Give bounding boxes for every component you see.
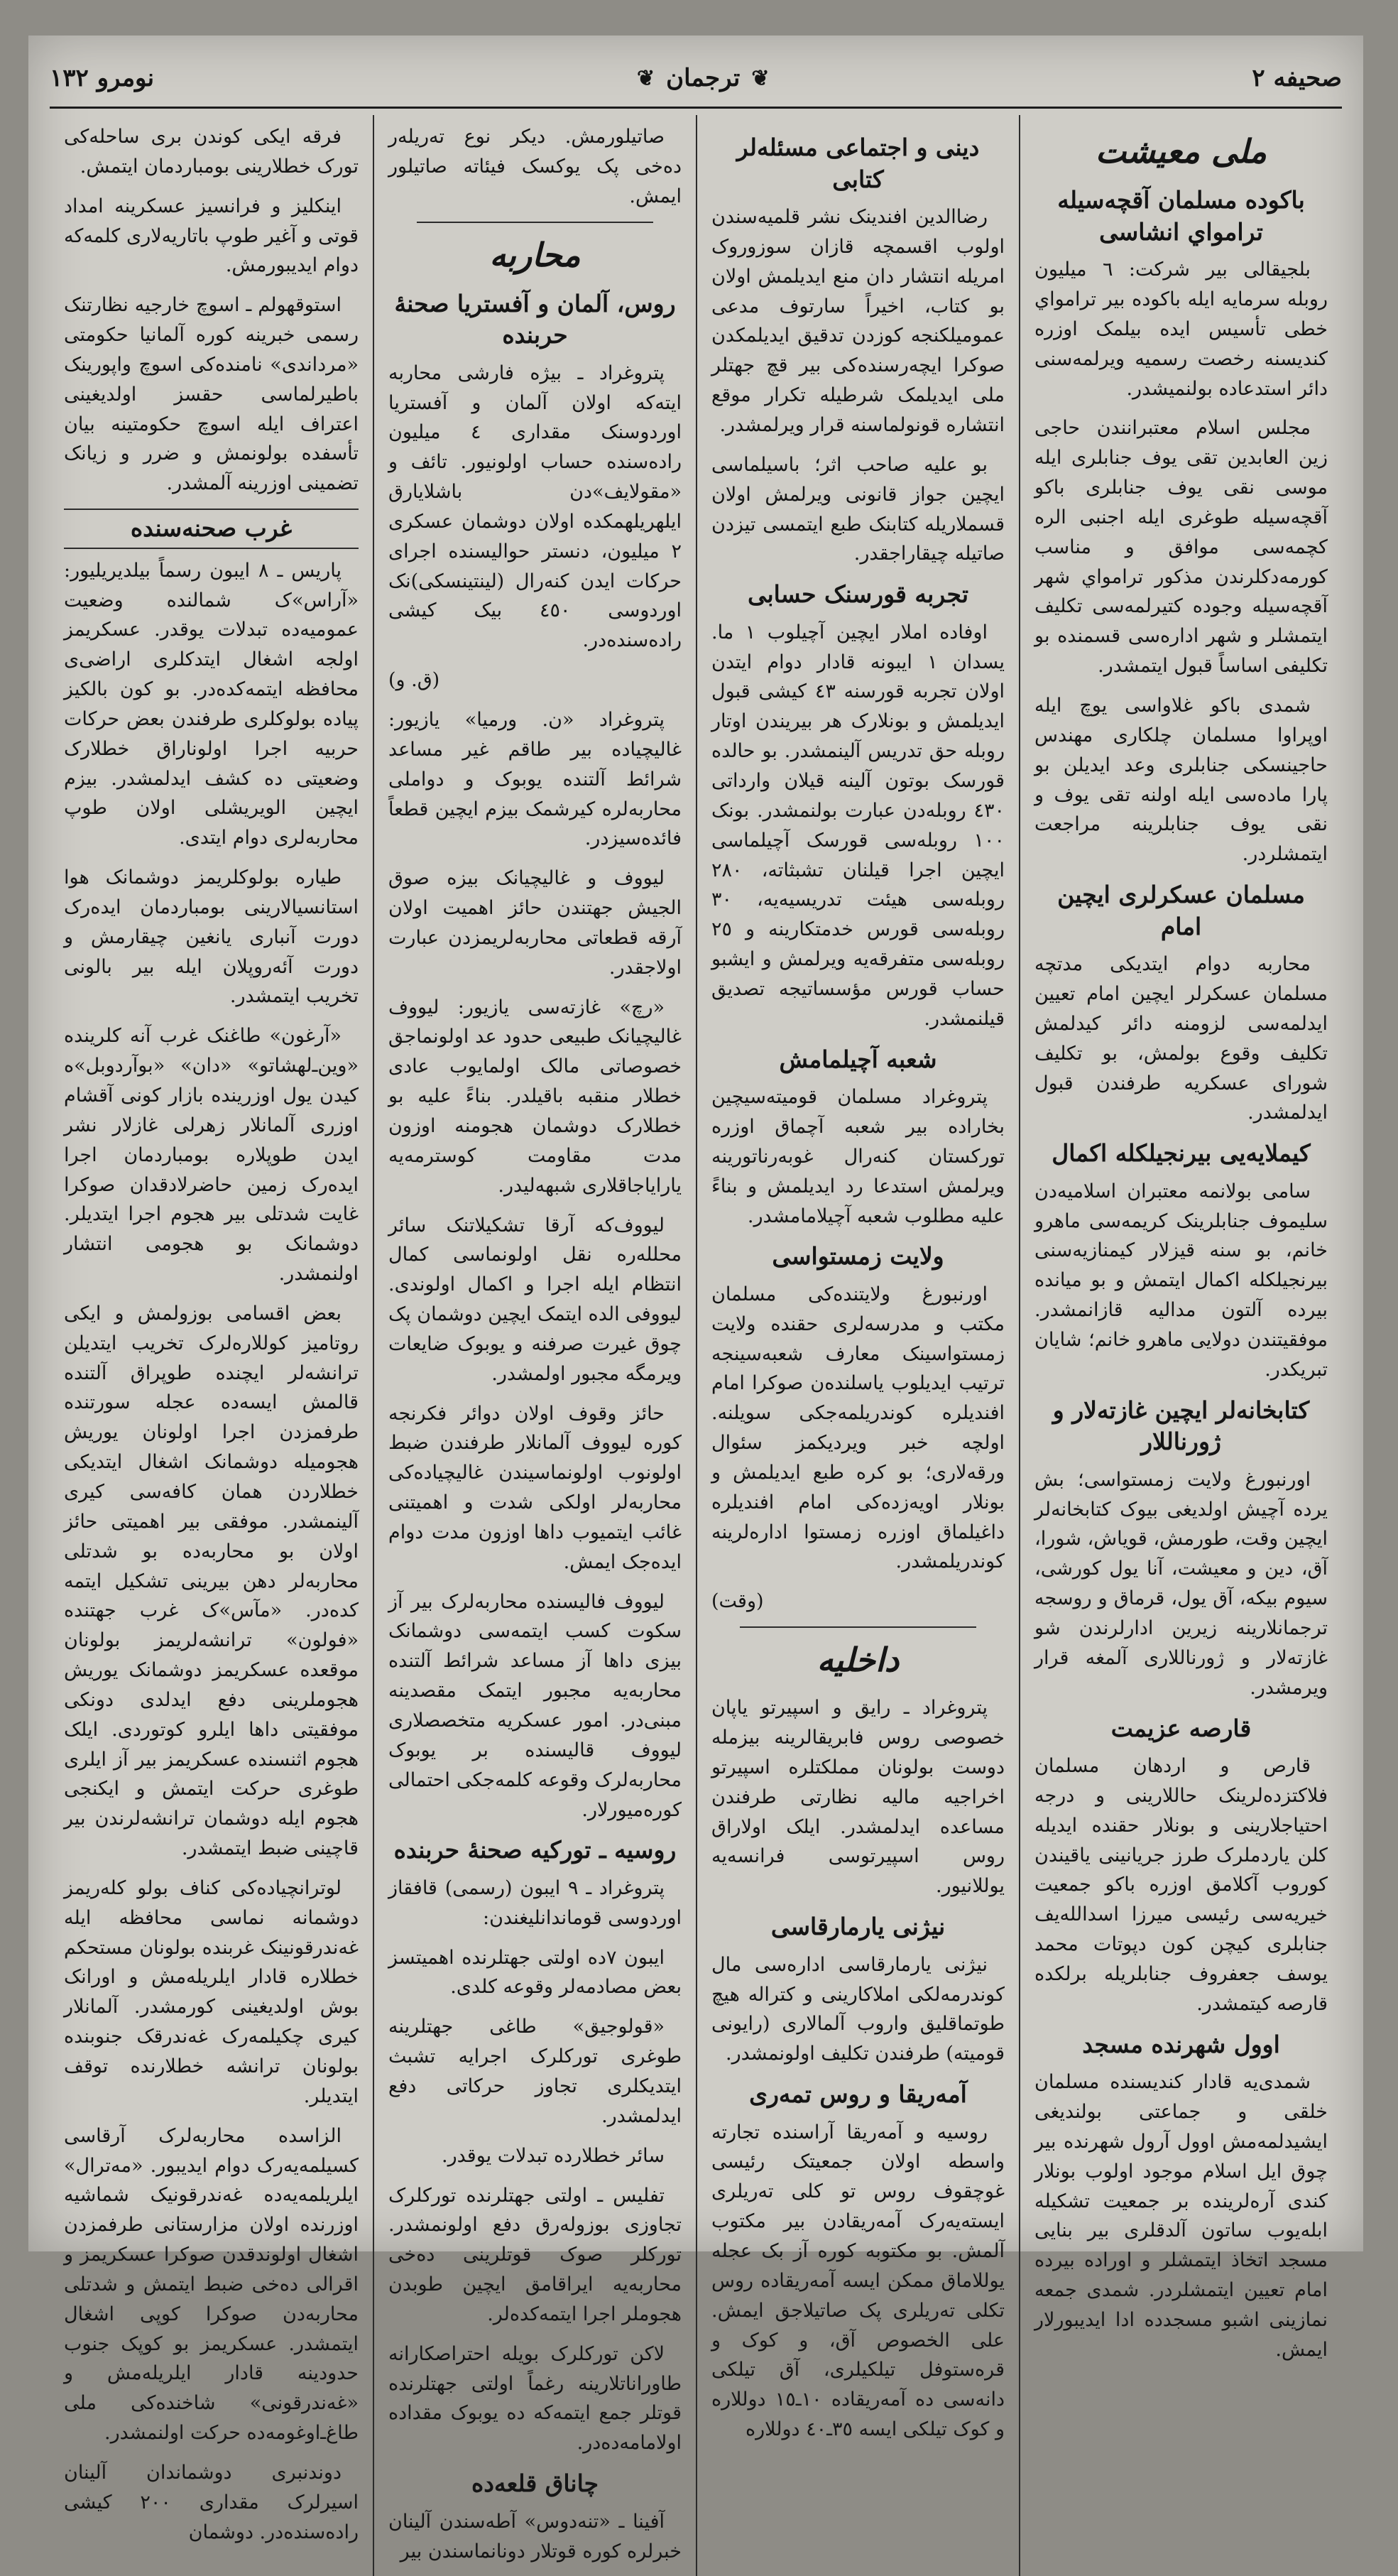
article-title: باکوده مسلمان آقچه‌سیله ترامواي انشاسی [1057,186,1305,246]
section-divider [740,1626,976,1628]
article-paragraph: لیووف و غالیچیانک بیزه صوق الجیش جهتندن حائز اهمیت اولان آرقه قطعاتی محاربه‌لریمزدن عبارت اولاجقدر. [388,867,682,979]
article-paragraph: «قولوجیق» طاغی جهتلرینه طوغری تورکلرک اجرایه تشبث ایتدیکلری تجاوز حرکاتی دفع ایدلمشدر. [388,2016,682,2127]
article-title: غرب صحنه‌سنده [64,509,359,549]
column-1 [1019,115,1342,2576]
article-paragraph: پتروغراد ـ ٩ ایبون (رسمی) قافقاز اوردوسی قوماندانلیغندن: [388,1876,682,1929]
article-paragraph: بعض اقسامی بوزولمش و ایکی روتامیز کوللاره‌لرک تخریب ایتدیلن ترانشه‌لر ایچنده طوپراق آلتنده قالمش ایسه‌ده عجله سورتنده طرفمزدن اجرا اولونان یوریش هجومیله دوشمانک اشغال ایتدیکی خطلاردن همان کافه‌سی کیری آلینمشدر. موفقی بیر اهمیتی حائز اولان بو محاربه‌ده بو شدتلی محاربه‌لر دهن بیرینی تشکیل ایتمه کده‌در. «مآس»ک غرب جهتنده «فولون» ترانشه‌لریمز بولونان موقعده عسکریمز دوشمانک یوریش هجوملرینی دفع ایدلدی دونکی موفقیتی داها ایلرو کوتوردی. ایلک هجوم اثنسنده عسکریمز بیر آز ایلری طوغری حرکت ایتمش و ایکنجی هجوم ایله دوشمان ترانشه‌لرندن بیر قاچینی ضبط ایتمشدر. [64,1302,359,1860]
article-paragraph: بو علیه صاحب اثر؛ باسیلماسی ایچین جواز قانونی ویرلمش اولان قسملاریله کتابنک طبع ایتمسی تیزدن صاتیله چیقاراجقدر. [711,453,1005,565]
ornament-icon: ❦ [751,65,770,91]
article-title: تجربه قورسنک حسابی [747,580,969,609]
article-title: نیژنی یارمارقاسی [770,1913,946,1941]
article-title: کتابخانه‌لر ایچین غازته‌لار و ژورناللار [1052,1396,1310,1456]
column-4 [50,115,373,2576]
article-paragraph: مجلس اسلام معتبرانندن حاجی زین العابدین تقی یوف جنابلری ایله موسی نقی یوف جنابلری باکو آقچه‌سیله طوغری ایله اجنبی الره کچمه‌سی موافق و مناسب کورمه‌دکلرندن مذکور ترامواي شهر آقچه‌سیله وجوده کتیرلمه‌سی تکلیف ایتمشلر و شهر اداره‌سی قسمنده بو تکلیفی اساساً قبول ایتمشدر. [1034,417,1328,678]
article-paragraph: پتروغراد مسلمان قومیته‌سیچین بخاراده بیر شعبه آچماق اوزره تورکستان کنه‌رال غوبه‌رناتورینه ویرلمش استدعا رد ایدیلمش و بناءً علیه مطلوب شعبه آچیلامامشدر. [711,1086,1005,1227]
article-paragraph: اورنبورغ ولایتنده‌کی مسلمان مکتب و مدرسه‌لری حقنده ولایت زمستواسینک معارف شعبه‌سینجه ترتیب ایدیلوب یاسلنده‌ن صوکرا امام افندیلره کوندریلمه‌جکی سویلنه. اولچه خبر ویردیکمز سئوال ورقه‌لاری؛ بو کره طبع ایدیلمش و بونلار اویه‌زده‌کی امام افندیلره داغیلماق اوزره زمستوا اداره‌لرینه کوندریلمشدر. [711,1283,1005,1573]
article-paragraph: بلجیقالی بیر شرکت: ٦ میلیون روبله سرمایه ایله باکوده بیر ترامواي خطی تأسیس ایده بیلمک اوزره کندیسنه رخصت رسمیه ویرلمه‌سنی دائر استدعاده بولنمیشدر. [1034,259,1328,400]
article-paragraph: سامی بولانمه معتبران اسلامیه‌دن سلیموف جنابلرینک کریمه‌سی ماهرو خانم، بو سنه قیزلار کیمنازیه‌سنی بیرنجیلکله اکمال ایتمش و بو میانده بیرده آلتون مدالیه قازانمشدر. موفقیتندن دولایی ماهرو خانم؛ شایان تبریکدر. [1034,1180,1328,1381]
article-title: ولایت زمستواسی [772,1242,944,1271]
article-paragraph: فرقه ایکی کوندن بری ساحله‌کی تورک خطلارینی بومباردمان ایتمش. [64,126,359,178]
article-paragraph: شمدی باکو غلاواسی یوچ ایله اوپراوا مسلمان چلکاری مهندس حاجینسکی جنابلری وعد ایدیلن بو پارا ماده‌سی ایله اولنه تقی یوف و نقی یوف جنابلرینه مراجعت ایتمشلردر. [1034,695,1328,866]
ornament-icon: ❦ [636,65,655,91]
article-columns [50,115,1342,2563]
article-paragraph: صاتیلورمش. دیکر نوع ته‌ریله‌ر ده‌خی پک یوکسک فیئاته صاتیلور ایمش. [388,126,682,207]
article-title: چاناق قلعه‌ده [471,2469,599,2498]
article-paragraph: رضاالدین افندینک نشر قلمیه‌سندن اولوب اقسمچه قازان سوزوروک امریله انتشار دان منع ایدیلمش اولان بو کتاب، اخیراً سارتوف مدعی عمومیلکنجه کوزدن تدقیق ایدیلمکدن صوکرا ایچه‌رسنده‌کی بیر قچ جهتلر ملی ایدیلمک شرطیله تکرار موقع انتشاره قونولماسنه قرار ویرلمشدر. [711,206,1005,436]
article-paragraph: سائر خطلارده تبدلات یوقدر. [442,2144,665,2167]
article-paragraph: قارص و اردهان مسلمان فلاکتزده‌لرینک حاللارینی و درجه احتیاجلارینی و بونلار حقنده ایدیله کلن یاردملرک طرز جریانینی یاقیندن کوروب آکلامق اوزره باکو جمعیت خیریه‌سی رئیسی میرزا اسدالله‌یف جنابلری کیچن کون دپوتات محمد یوسف جعفروف جنابلریله برلکده قارصه کیتمشدر. [1034,1755,1328,2015]
article-title: مسلمان عسکرلری ایچین امام [1057,881,1305,940]
article-title: دینی و اجتماعی مسئله‌لر کتابی [736,134,980,193]
article-title: روس، آلمان و آفستریا صحنهٔ حربنده [394,289,676,349]
article-paragraph: اینکلیز و فرانسیز عسکرینه امداد قوتی و آغیر طوپ باتاریه‌لاری کلمه‌که دوام ایدیبورمش. [64,195,359,277]
section-divider [417,222,653,223]
article-paragraph: لاکن تورکلرک بویله احتراصکارانه طاوراناتلارینه رغماً اولتی جهتلرنده قوتلر جمع ایتمه‌که ده یوبوک مقداده اولامامه‌ده‌در. [388,2342,682,2455]
article-source: (وقت) [711,1590,764,1613]
article-paragraph: حائز وقوف اولان دوائر فکرنجه کوره لیووف آلمانلار طرفندن ضبط اولونوب اولونماسیندن غالیچیاده‌کی محاربه‌لر اولکی شدت و اهمیتنی غائب ایتمیوب داها اوزون مدت دوام ایده‌جک ایمش. [388,1402,682,1573]
article-paragraph: الزاسده محاربه‌لرک آرقاسی کسیلمه‌یه‌رک دوام ایدیبور. «مه‌ترال» ایلریلمه‌یه‌ده غه‌ندرقونیک شماشیه اوزرنده اولان مزارستانی طرفمزدن اشغال اولوندقدن صوکرا عسکریمز و اقرالی ده‌خی ضبط ایتمش و شدتلی محاربه‌دن صوکرا کوپی اشغال ایتمشدر. عسکریمز بو کوپک جنوب حدودینه قادار ایلریله‌مش و «غه‌ندرقونی» شاخنده‌کی ملی طاغ‌ـ‌اوغومه‌ده حرکت اولنمشدر. [64,2124,359,2445]
article-source: (ق. و) [388,669,440,692]
article-paragraph: روسیه و آمه‌ریقا آراسنده تجارته واسطه اولان جمعیتک رئیسی غوچقوف روس تو کلی ته‌ریلری ایسته‌یه‌رک آمه‌ریقادن بیر مکتوب آلمش. بو مکتوبه کوره آز بک عجله یوللاماق ممکن ایسه آمه‌ریقاده روس تکلی ته‌ریلری پک صاتیلاجق ایمش. علی الخصوص آق، و کوک و قره‌ستوفل تیلکیلری، آق تیلکی دانه‌سی ده آمه‌ریقاده ١٠ـ١٥ دوللاره و کوک تیلکی ایسه ٣٥ـ٤٠ دوللاره [711,2121,1005,2441]
page-header [50,50,1342,109]
article-paragraph: نیژنی یارمارقاسی اداره‌سی مال کوندرمه‌لکی املاکارینی و کتراله هیچ طوتماقلیق واروب آلمالاری (رایونی قومیته) طرفندن تکلیف اولونمشدر. [711,1953,1005,2065]
article-paragraph: استوقهولم ـ اسوچ خارجیه نظارتنک رسمی خبرینه کوره آلمانیا حکومتی «مرداندی» نامنده‌کی اسوچ واپورینک باطیرلماسی حقسز اولدیغینی اعتراف ایله اسوچ حکومتینه بیان تأسفده بولونمش و ضرر و زیانک تضمینی اوزرینه آلمشدر. [64,294,359,495]
paper-name: ترجمان [666,64,741,92]
article-paragraph: پتروغراد ـ رایق و اسپیرتو یاپان خصوصی روس فابریقالرینه بیزمله دوست بولونان مملکتلره اسپیرتو اخراجیه مالیه نظارتی طرفندن مساعده ایدلمشدر. ایلک اولاراق روس اسپیرتوسی فرانسه‌یه یوللانیور. [711,1697,1005,1898]
article-title: اوول شهرنده مسجد [1082,2030,1280,2058]
article-title: آمه‌ریقا و روس تمه‌ری [749,2080,967,2109]
article-title: کیملایه‌یی بیرنجیلکله اکمال [1052,1139,1311,1168]
article-paragraph: اورنبورغ ولایت زمستواسی؛ بش یرده آچیش اولدیغی بیوک کتابخانه‌لر ایچین وقت، طورمش، قویاش، شورا، آق، دین و معیشت، آنا یول کورشی، سیوم بیکه، آق یول، قرماق و روسجه ترجمانلارینه زیرین ادارلرندن شو غازته‌لار و ژورناللاری آلمغه قرار ویرمشدر. [1034,1468,1328,1699]
article-paragraph: «رچ» غازته‌سی یازیور: لیووف غالیچیانک طبیعی حدود عد اولونماجق خصوصاتی مالک اولمایوب عادی خطلار منقبه باقیلدر. بناءً علیه بو خطلارک دوشمان هجومنه اوزون مدت مقاومت کوسترمه‌یه یارایاجاقلاری شبهه‌لیدر. [388,996,682,1197]
article-paragraph: پتروغراد ـ بیژه فارشی محاربه ایته‌که اولان آلمان و آفستریا اوردوسنک مقداری ٤ میلیون راده‌سنده حساب اولونیور. تائف و «مقولایف»دن باشلایارق ایلهریلهمکده اولان دوشمان عسکری ٢ میلیون، دنستر حوالیسنده اجرای حرکات ایدن کنه‌رال (لینتینسکی)نک اوردوسی ٤٥٠ بیک کیشی راده‌سنده‌در. [388,362,682,652]
newspaper-page [28,36,1363,2563]
article-paragraph: اوفاده املار ایچین آچیلوب ١ ما. یسدان ١ ایبونه قادار دوام ایتدن اولان تجربه قورسنه ٤٣ کیشی قبول ایدیلمش و بونلارک هر بیریندن اوتار روبله حق تدریس آلینمشدر. بو حالده قورسک بوتون آلینه قیلان وارداتی ٤٣٠ روبله‌دن عبارت بولنمشدر. بونک ١٠٠ روبله‌سی قورسک آچیلماسی ایچین اجرا قیلنان تشبثاته، ٢٨٠ روبله‌سی هیئت تدریسیه‌یه، ٣٠ روبله‌سی قورس خدمتکارینه و ٢٥ روبله‌سی متفرقه‌یه ویرلمش و ایشبو حساب قورس مؤسساتیجه تصدیق قیلنمشدر. [711,621,1005,1030]
masthead [637,64,770,92]
article-title: شعبه آچیلمامش [779,1045,937,1073]
column-3 [373,115,696,2576]
article-paragraph: لیووف‌که آرقا تشکیلاتنک سائر محلله‌ره نقل اولونماسی کمال انتظام ایله اجرا و اکمال اولوندی. لیووفی الده ایتمک ایچین دوشمان پک چوق غیرت صرفنه و یوبوک ضایعات ویرمگه مجبور اولمشدر. [388,1214,682,1385]
article-paragraph: لیووف فالیسنده محاربه‌لرک بیر آز سکوت کسب ایتمه‌سی دوشمانک بیزی داها آز مساعد شرائط آلتنده محاربه‌یه مجبور ایتمک مقصدینه مبنی‌در. امور عسکریه متخصصلاری لیووف قالیسنده بر یوبوک محاربه‌لرک وقوعه کلمه‌جکی احتمالی کوره‌میورلار. [388,1590,682,1821]
section-title: داخلیه [817,1641,900,1680]
issue-number-label: نومرو ١٣٢ [50,64,155,92]
article-title: روسیه ـ تورکیه صحنهٔ حربنده [393,1836,677,1864]
article-paragraph: دوندنبری دوشماندان آلینان اسیرلرک مقداری ٢٠٠ کیشی راده‌سنده‌در. دوشمان [64,2461,359,2543]
column-2 [696,115,1019,2576]
article-title: قارصه عزیمت [1110,1714,1252,1742]
article-paragraph: تفلیس ـ اولتی جهتلرنده تورکلرک تجاوزی بوزوله‌رق دفع اولونمشدر. تورکلر صوک قوتلرینی ده‌خی محاربه‌یه ایراقامق ایچین طوبدن هجوملر اجرا ایتمه‌کده‌لر. [388,2184,682,2325]
section-title: ملی معیشت [1095,132,1267,170]
article-paragraph: آفینا ـ «تنه‌دوس» آطه‌سندن آلینان خبرلره کوره قوتلار دونانماسندن بیر [388,2510,682,2563]
article-paragraph: «آرغون» طاغنک غرب آنه کلرینده «وین‌ـ‌لهشاتو» «دان» «بوآردوبل»ه کیدن یول اوزرینده بازار کونی آقشام اوزری آلمانلار زهرلی غازلار نشر ایدن طوپلاره بومباردمان اجرا ایده‌رک زمین حاضرلادقدان صوکرا غایت شدتلی بیر هجوم اجرا ایتدیلر. دوشمانک بو هجومی انتشار اولنمشدر. [64,1025,359,1286]
article-paragraph: ایبون ٧ده اولتی جهتلرنده اهمیتسز بعض مصادمه‌لر وقوعه کلدی. [388,1946,682,1999]
article-paragraph: پاریس ـ ٨ ایبون رسماً بیلدیریلیور: «آراس»ک شمالنده وضعیت عمومیه‌ده تبدلات یوقدر. عسکریمز اولجه اشغال ایتدکلری اراضی‌ی محافظه ایتمه‌کده‌در. بو کون بالکیز پیاده بولوکلری طرفندن بعض حرکات حربیه اجرا اولوناراق خطلارک وضعیتی ده کشف ایدلمشدر. بیزم ایچین الویریشلی اولان طوپ محاربه‌لری دوام ایتدی. [64,559,359,849]
article-paragraph: شمدی‌یه قادار کندیسنده مسلمان خلقی و جماعتی بولندیغی ایشیدلمه‌مش اوول آرول شهرنده بیر چوق ایل اسلام موجود اولوب بونلار کندی آره‌لرینده بر جمعیت تشکیله ابله‌یوب ساتون آلدقلری بیر بنایی مسجد اتخاذ ایتمشلر و اوراده بیرده امام تعیین ایتمشلردر. شمدی جمعه نمازینی اشبو مسجدده ادا ایدیبورلار ایمش. [1034,2071,1328,2361]
page-number-label: صحیفه ٢ [1252,64,1342,92]
article-paragraph: محاربه دوام ایتدیکی مدتچه مسلمان عسکرلر ایچین امام تعیین ایدلمه‌سی لزومنه دائر کیدلمش تکلیف وقوع بولمش، بو تکلیف شورای عسکریه طرفندن قبول ایدلمشدر. [1034,953,1328,1124]
section-title: محاربه [489,235,581,274]
article-paragraph: پتروغراد «ن. ورمیا» یازیور: غالیچیاده بیر طاقم غیر مساعد شرائط آلتنده یوبوک و دواملی محاربه‌لره کیرشمک بیزم ایچین قطعاً فائده‌سیزدر. [388,709,682,850]
article-paragraph: طیاره بولوکلریمز دوشمانک هوا استانسیالارینی بومباردمان ایده‌رک دورت آنباری یانغین چیقارمش و دورت آئه‌روپلان ایله بیر بالونی تخریب ایتمشدر. [64,866,359,1008]
article-paragraph: لوترانچیاده‌کی کناف بولو کله‌ریمز دوشمانه نماسی محافظه ایله غه‌ندرقونینک غربنده بولونان مستحکم خطلاره قادار ایلریله‌مش و اورانک بوش اولدیغینی کورمشدر. آلمانلار کیری چکیلمه‌رک غه‌ندرقک جنوبنده بولونان ترانشه خطلارنده توقف ایتدیلر. [64,1876,359,2107]
